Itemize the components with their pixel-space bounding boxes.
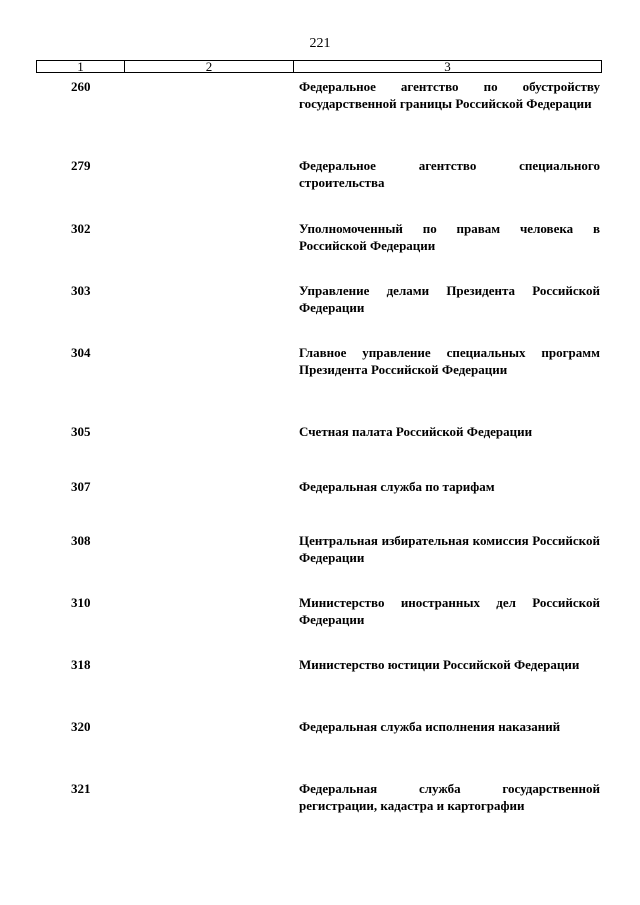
row-code: 308 (71, 533, 91, 548)
row-name: Федеральное агентство специального строительства (299, 158, 600, 190)
row-name: Центральная избирательная комиссия Российской Федерации (299, 533, 600, 565)
row-code: 302 (71, 221, 91, 236)
row-name: Федеральная служба государственной регистрации, кадастра и картографии (299, 781, 600, 813)
table-header (36, 60, 602, 73)
row-name: Управление делами Президента Российской Федерации (299, 283, 600, 315)
row-name: Счетная палата Российской Федерации (299, 424, 533, 439)
row-name: Уполномоченный по правам человека в Российской Федерации (299, 221, 600, 253)
column-header-3: 3 (444, 59, 451, 74)
column-header-1: 1 (37, 61, 125, 72)
row-name: Федеральная служба исполнения наказаний (299, 719, 561, 734)
row-code: 310 (71, 595, 91, 610)
row-code: 321 (71, 781, 91, 796)
page-number: 221 (309, 36, 331, 51)
row-code: 318 (71, 657, 91, 672)
column-header-2: 2 (125, 61, 294, 72)
row-code: 279 (71, 158, 91, 173)
row-name: Главное управление специальных программ Президента Российской Федерации (299, 345, 600, 377)
row-code: 303 (71, 283, 91, 298)
row-code: 260 (71, 79, 91, 94)
row-name: Министерство иностранных дел Российской Федерации (299, 595, 600, 627)
row-code: 305 (71, 424, 91, 439)
row-name: Федеральная служба по тарифам (299, 479, 495, 494)
row-code: 304 (71, 345, 91, 360)
row-code: 320 (71, 719, 91, 734)
row-name: Федеральное агентство по обустройству государственной границы Российской Федерации (299, 79, 600, 111)
row-name: Министерство юстиции Российской Федерации (299, 657, 580, 672)
row-code: 307 (71, 479, 91, 494)
